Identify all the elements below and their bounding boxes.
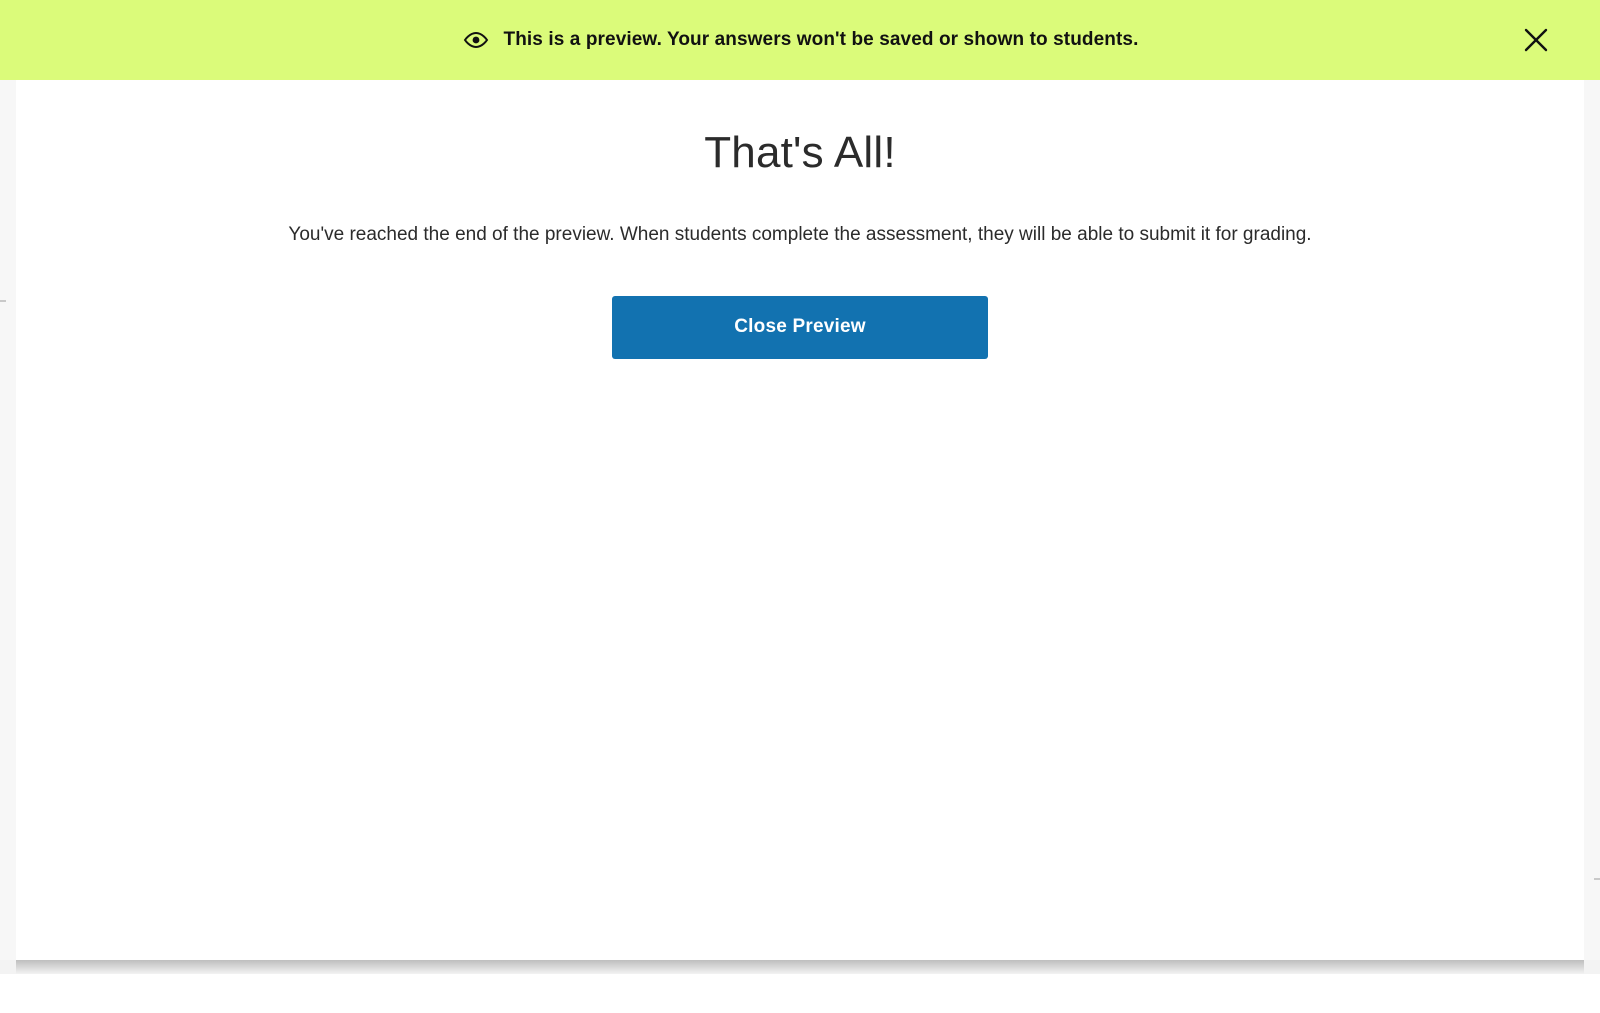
card-bottom-shadow <box>16 960 1584 974</box>
page-edge-tick-left <box>0 300 6 302</box>
page-edge-right <box>1584 80 1600 960</box>
close-icon <box>1522 26 1550 54</box>
page-bottom-strip <box>0 974 1600 1013</box>
page-title: That's All! <box>704 128 896 177</box>
close-preview-banner-button[interactable] <box>1520 24 1552 56</box>
preview-banner-message: This is a preview. Your answers won't be saved or shown to students. <box>503 29 1139 50</box>
preview-banner-content <box>462 26 1139 54</box>
close-preview-button[interactable]: Close Preview <box>612 296 988 359</box>
preview-content-card <box>16 80 1584 960</box>
preview-banner <box>0 0 1600 80</box>
button-row <box>16 249 1584 359</box>
page-edge-tick-right <box>1594 878 1600 880</box>
eye-icon <box>462 26 490 54</box>
page-description: You've reached the end of the preview. When students complete the assessment, they will be able to submit it for grading. <box>288 224 1312 245</box>
page-edge-left <box>0 80 16 960</box>
